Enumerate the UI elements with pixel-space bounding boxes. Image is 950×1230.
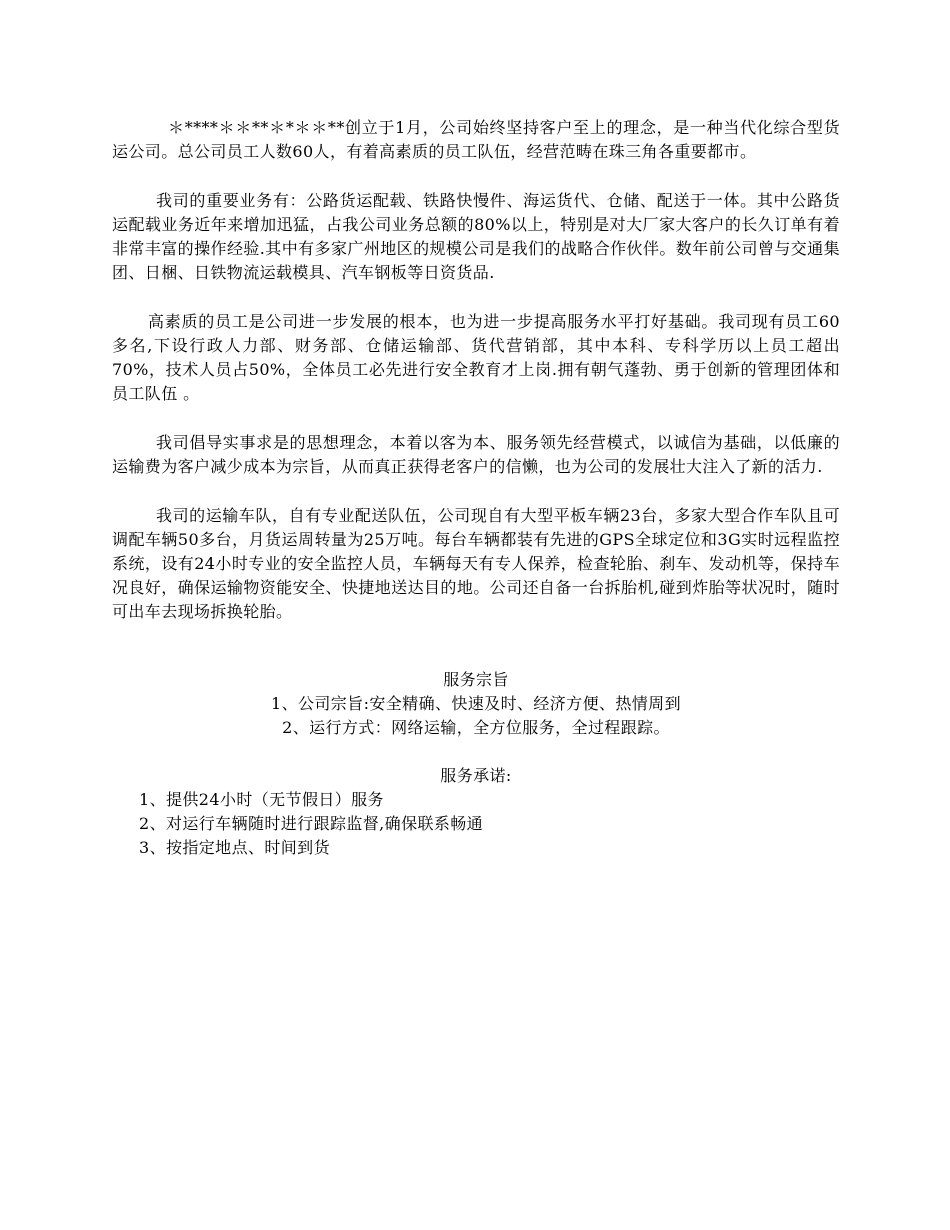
fleet-paragraph: 我司的运输车队，自有专业配送队伍，公司现自有大型平板车辆23台，多家大型合作车队且可调配车辆50多台，月货运周转量为25万吨。每台车辆都装有先进的GPS全球定位和3G实时远程监控系统，设有24小时专业的安全监控人员，车辆每天有专人保养，检查轮胎、刹车、发动机等，保持车况良好，确保运输物资能安全、快捷地送达目的地。公司还自备一台拆胎机,碰到炸胎等状况时，随时可出车去现场拆换轮胎。	[112, 506, 840, 621]
philosophy-paragraph: 我司倡导实事求是的思想理念，本着以客为本、服务领先经营模式，以诚信为基础，以低廉的运输费为客户减少成本为宗旨，从而真正获得老客户的信懒，也为公司的发展壮大注入了新的活力.	[112, 433, 840, 476]
staff-paragraph: 高素质的员工是公司进一步发展的根本，也为进一步提高服务水平打好基础。我司现有员工60多名,下设行政人力部、财务部、仓储运输部、货代营销部，其中本科、专科学历以上员工超出70%，技术人员占50%，全体员工必先进行安全教育才上岗.拥有朝气蓬勃、勇于创新的管理团体和员工队伍 。	[112, 312, 840, 403]
service-purpose-section	[112, 668, 840, 740]
service-pledge-item: 2、对运行车辆随时进行跟踪监督,确保联系畅通	[139, 814, 484, 833]
document-page	[112, 116, 840, 860]
service-purpose-item: 1、公司宗旨:安全精确、快速及时、经济方便、热情周到	[271, 694, 681, 713]
service-purpose-item: 2、运行方式：网络运输，全方位服务，全过程跟踪。	[282, 718, 670, 737]
service-pledge-list	[112, 788, 840, 860]
service-purpose-title: 服务宗旨	[443, 670, 509, 689]
service-pledge-item: 3、按指定地点、时间到货	[139, 838, 330, 857]
intro-paragraph: ＊****＊＊**＊*＊＊**创立于1月，公司始终坚持客户至上的理念，是一种当代化综合型货运公司。总公司员工人数60人，有着高素质的员工队伍，经营范畴在珠三角各重要都市。	[112, 118, 840, 161]
service-pledge-title: 服务承诺:	[440, 766, 512, 785]
service-pledge-item: 1、提供24小时（无节假日）服务	[139, 790, 384, 809]
business-paragraph: 我司的重要业务有：公路货运配载、铁路快慢件、海运货代、仓储、配送于一体。其中公路货运配载业务近年来增加迅猛，占我公司业务总额的80%以上，特别是对大厂家大客户的长久订单有着非常丰富的操作经验.其中有多家广州地区的规模公司是我们的战略合作伙伴。数年前公司曾与交通集团、日梱、日铁物流运载模具、汽车钢板等日资货品.	[112, 191, 840, 282]
